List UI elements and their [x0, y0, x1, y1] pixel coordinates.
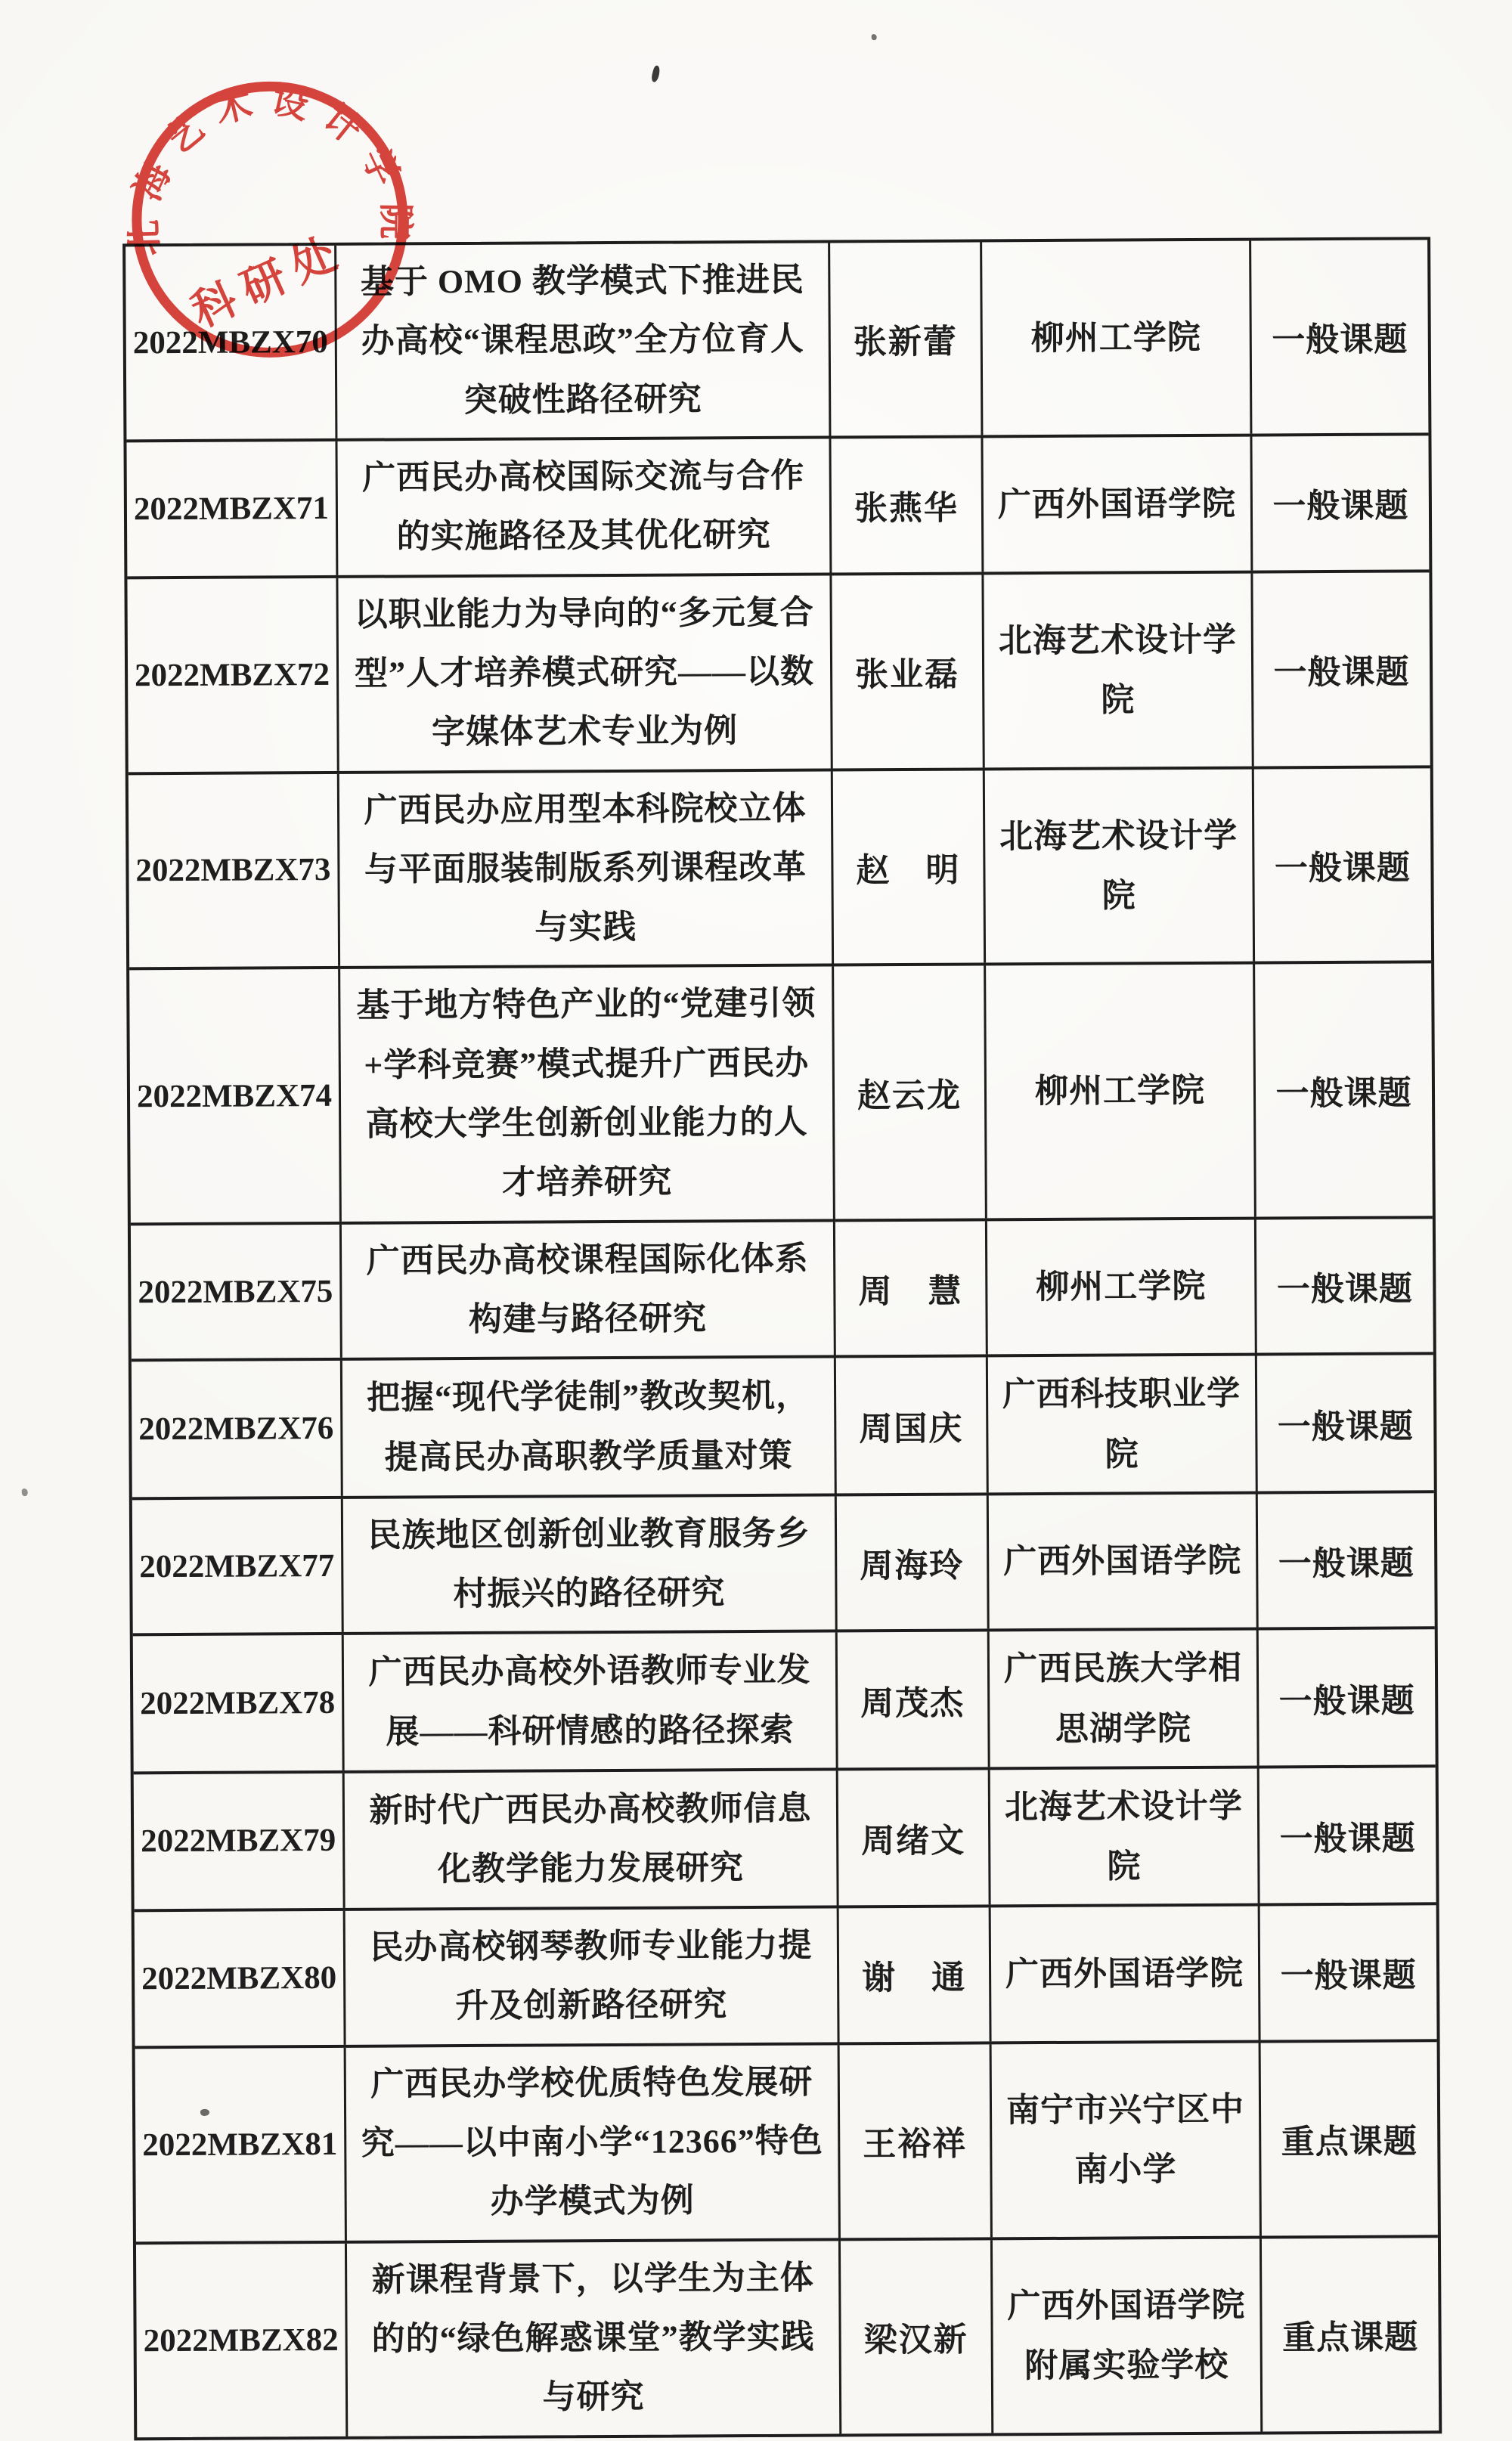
project-id-cell: 2022MBZX71	[126, 441, 338, 576]
project-id-cell: 2022MBZX79	[134, 1773, 345, 1910]
project-title-cell: 新时代广西民办高校教师信息化教学能力发展研究	[345, 1770, 839, 1908]
category-cell: 一般课题	[1279, 1820, 1416, 1858]
project-leader-cell: 张新蕾	[830, 242, 983, 435]
project-title-cell: 广西民办高校课程国际化体系构建与路径研究	[342, 1222, 836, 1358]
table-row	[133, 1630, 1436, 1774]
stamp-arc-text: 北海艺术设计学院	[124, 79, 416, 256]
project-title-cell: 广西民办学校优质特色发展研究——以中南小学“12366”特色办学模式为例	[346, 2045, 841, 2240]
project-title-cell: 基于地方特色产业的“党建引领+学科竞赛”模式提升广西民办高校大学生创新创业能力的人才培养研究	[340, 967, 835, 1222]
scan-speck	[22, 1488, 28, 1496]
table-row	[126, 435, 1429, 579]
project-leader-cell: 王裕祥	[840, 2044, 993, 2238]
organization-cell: 广西民族大学相思湖学院	[990, 1631, 1259, 1767]
scan-speck	[872, 34, 877, 40]
project-id-cell: 2022MBZX70	[125, 246, 337, 439]
category-cell: 一般课题	[1272, 487, 1409, 525]
project-leader-cell: 谢 通	[839, 1907, 992, 2042]
organization-cell: 广西科技职业学院	[988, 1356, 1258, 1492]
project-table	[122, 237, 1442, 2440]
organization-cell: 广西外国语学院	[989, 1494, 1259, 1628]
project-id-cell: 2022MBZX81	[135, 2048, 347, 2241]
project-leader-cell: 周国庆	[836, 1358, 989, 1493]
category-cell: 一般课题	[1278, 1544, 1414, 1583]
project-leader-cell: 赵云龙	[834, 966, 987, 1219]
category-cell: 一般课题	[1277, 1407, 1414, 1445]
organization-cell: 北海艺术设计学院	[984, 573, 1253, 767]
project-leader-cell: 张业磊	[832, 575, 984, 768]
project-leader-cell: 周 慧	[835, 1221, 988, 1355]
organization-cell: 柳州工学院	[982, 241, 1252, 435]
project-title-cell: 广西民办高校外语教师专业发展——科研情感的路径探索	[344, 1633, 838, 1770]
table-row	[129, 768, 1431, 971]
project-leader-cell: 张燕华	[831, 438, 984, 572]
category-cell: 一般课题	[1273, 653, 1410, 692]
organization-cell: 柳州工学院	[986, 965, 1256, 1218]
table-row	[135, 1905, 1437, 2049]
category-cell: 一般课题	[1278, 1681, 1415, 1720]
stamp-inner-text: 科研处	[184, 225, 354, 337]
category-cell: 重点课题	[1281, 2123, 1418, 2161]
project-title-cell: 以职业能力为导向的“多元复合型”人才培养模式研究——以数字媒体艺术专业为例	[338, 575, 832, 770]
table-row	[136, 2238, 1439, 2437]
table-row	[135, 2042, 1438, 2244]
organization-cell: 广西外国语学院	[983, 436, 1253, 571]
category-cell: 一般课题	[1272, 321, 1408, 359]
category-cell: 一般课题	[1275, 1074, 1412, 1113]
project-id-cell: 2022MBZX73	[129, 773, 340, 967]
organization-cell: 南宁市兴宁区中南小学	[992, 2043, 1262, 2237]
organization-cell: 广西外国语学院	[991, 1907, 1261, 2041]
category-cell: 一般课题	[1274, 849, 1411, 887]
project-leader-cell: 周海玲	[837, 1495, 990, 1630]
project-title-cell: 民办高校钢琴教师专业能力提升及创新路径研究	[345, 1909, 840, 2045]
scan-speck	[650, 65, 661, 83]
project-leader-cell: 赵 明	[833, 770, 986, 964]
project-title-cell: 把握“现代学徒制”教改契机，提高民办高职教学质量对策	[342, 1358, 837, 1496]
project-leader-cell: 梁汉新	[841, 2240, 993, 2433]
organization-cell: 北海艺术设计学院	[990, 1768, 1260, 1904]
category-cell: 重点课题	[1282, 2319, 1419, 2357]
project-title-cell: 基于 OMO 教学模式下推进民办高校“课程思政”全方位育人突破性路径研究	[336, 243, 831, 438]
table-row	[132, 1493, 1435, 1637]
official-stamp	[114, 64, 433, 383]
category-cell: 一般课题	[1280, 1956, 1417, 1995]
project-id-cell: 2022MBZX82	[136, 2243, 348, 2436]
organization-cell: 北海艺术设计学院	[985, 769, 1255, 963]
project-id-cell: 2022MBZX75	[131, 1225, 342, 1359]
project-leader-cell: 周茂杰	[838, 1632, 990, 1767]
organization-cell: 柳州工学院	[987, 1219, 1257, 1354]
project-title-cell: 广西民办高校国际交流与合作的实施路径及其优化研究	[337, 438, 832, 575]
project-id-cell: 2022MBZX74	[129, 969, 342, 1222]
project-id-cell: 2022MBZX78	[133, 1635, 345, 1771]
project-leader-cell: 周绪文	[838, 1770, 991, 1905]
table-row	[127, 572, 1430, 775]
organization-cell: 广西外国语学院附属实验学校	[993, 2238, 1263, 2433]
table-row	[131, 1219, 1433, 1362]
project-title-cell: 广西民办应用型本科院校立体与平面服装制版系列课程改革与实践	[339, 771, 834, 966]
project-title-cell: 民族地区创新创业教育服务乡村振兴的路径研究	[343, 1496, 838, 1632]
project-id-cell: 2022MBZX76	[132, 1361, 343, 1497]
project-id-cell: 2022MBZX72	[127, 578, 339, 771]
project-id-cell: 2022MBZX80	[135, 1911, 346, 2046]
project-id-cell: 2022MBZX77	[132, 1499, 344, 1634]
table-row	[129, 964, 1433, 1225]
table-row	[134, 1767, 1436, 1912]
category-cell: 一般课题	[1276, 1270, 1413, 1309]
project-title-cell: 新课程背景下，以学生为主体的的“绿色解惑课堂”教学实践与研究	[347, 2241, 841, 2436]
table-row	[132, 1355, 1434, 1500]
